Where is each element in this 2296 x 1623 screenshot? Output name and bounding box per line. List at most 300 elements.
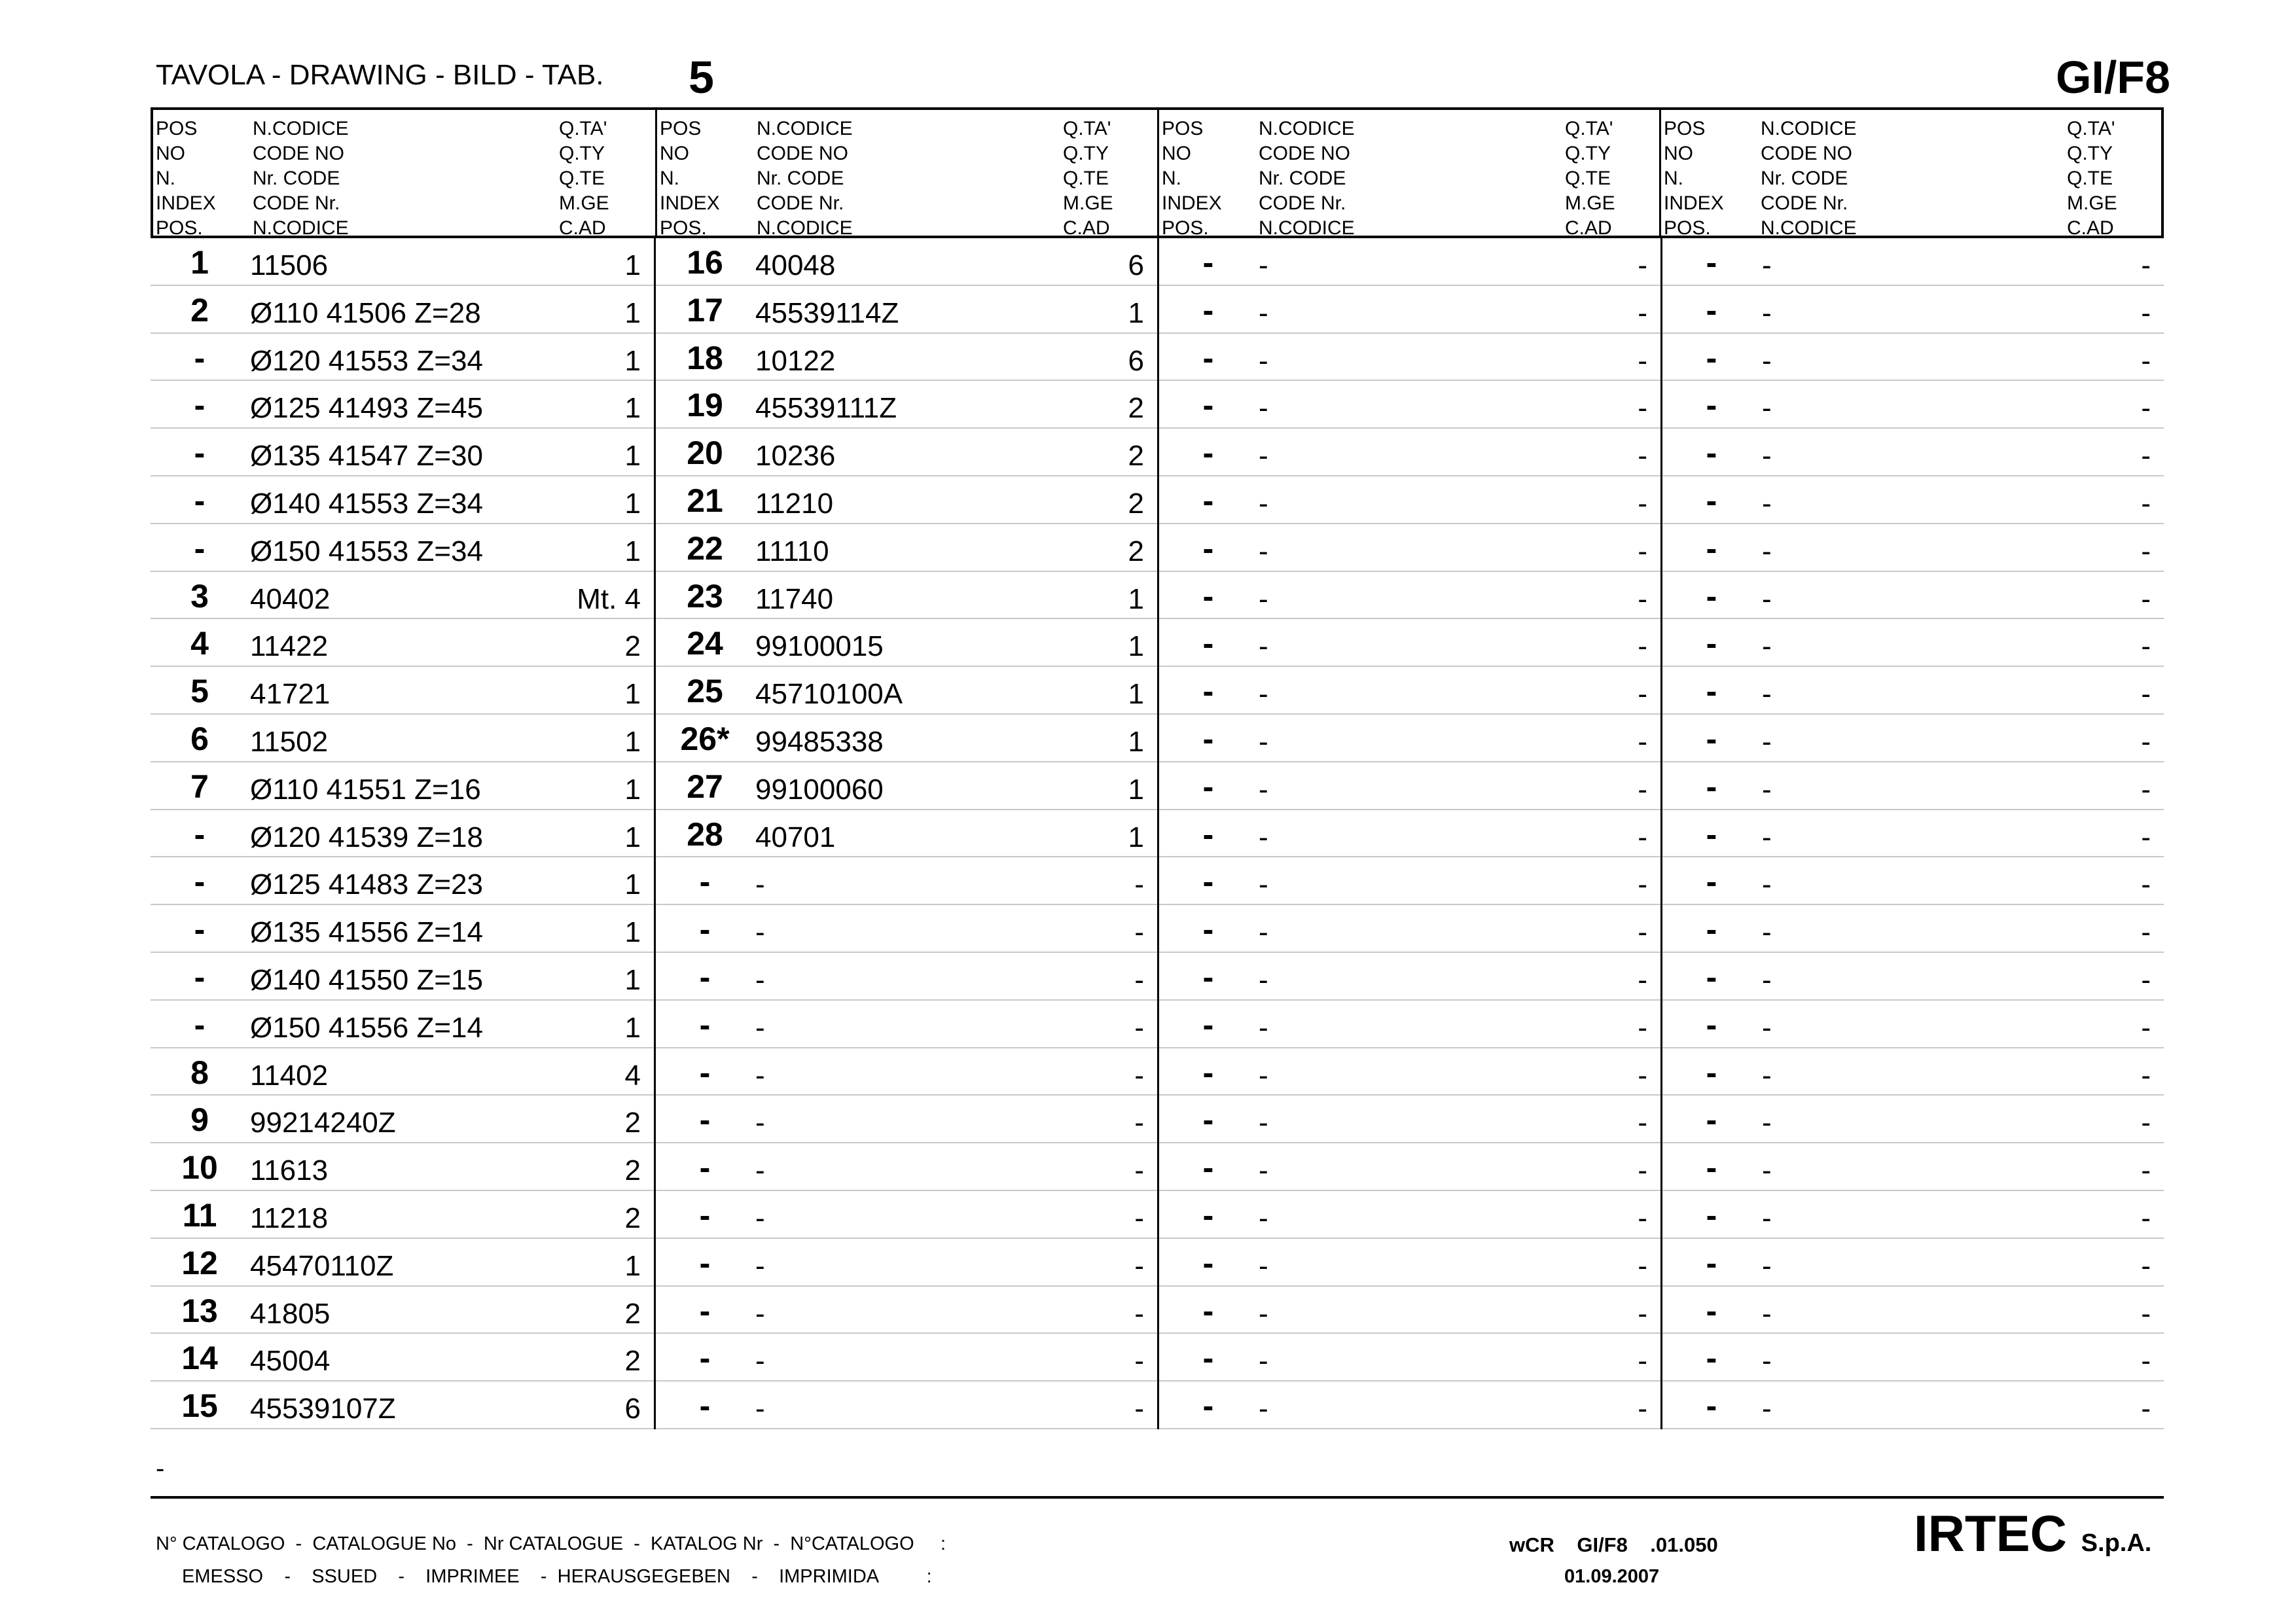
table-row [656, 762, 1157, 810]
header-label: Nr. CODE [1259, 168, 1346, 189]
table-row [656, 953, 1157, 1001]
part-code: - [755, 1345, 765, 1378]
part-code: - [1762, 725, 1772, 758]
position-number: - [1706, 815, 1717, 853]
header-block [1659, 110, 2161, 239]
header-label: Q.TA' [2067, 118, 2115, 139]
table-row [1159, 857, 1660, 905]
quantity: - [1134, 1011, 1144, 1044]
issued-label: - [263, 1566, 312, 1587]
position-number: - [194, 911, 206, 948]
position-number: 27 [687, 768, 723, 805]
table-row [1159, 667, 1660, 715]
table-row [1662, 715, 2164, 762]
table-row [1662, 476, 2164, 524]
table-row [1159, 572, 1660, 620]
table-row [656, 1191, 1157, 1239]
catalogue-label: - [762, 1533, 791, 1554]
position-number: - [194, 435, 206, 472]
position-number: - [194, 815, 206, 853]
quantity: - [1638, 1345, 1647, 1378]
table-row [151, 1143, 654, 1191]
position-number: - [1202, 1149, 1214, 1186]
table-row [656, 905, 1157, 953]
table-row [1662, 334, 2164, 382]
table-row [656, 857, 1157, 905]
footer-issued-labels [182, 1566, 932, 1588]
part-code: 11210 [755, 487, 834, 520]
part-code: - [1259, 344, 1268, 377]
issued-label: IMPRIMEE [425, 1566, 520, 1587]
quantity: 2 [624, 630, 641, 663]
quantity: - [1134, 868, 1144, 901]
header-label: POS [1664, 118, 1706, 139]
position-number: - [1706, 1006, 1717, 1043]
part-code: 40402 [250, 582, 331, 615]
quantity: 1 [624, 440, 641, 473]
quantity: - [2141, 821, 2151, 853]
position-number: - [1202, 291, 1214, 329]
table-row [1662, 286, 2164, 334]
table-row [656, 238, 1157, 286]
quantity: - [2141, 1202, 2151, 1234]
position-number: - [1202, 387, 1214, 424]
table-row [1159, 619, 1660, 667]
table-row [1159, 476, 1660, 524]
document-title: TAVOLA - DRAWING - BILD - TAB. [156, 59, 604, 91]
table-row [1159, 1143, 1660, 1191]
quantity: - [2141, 582, 2151, 615]
part-code: - [1762, 535, 1772, 567]
quantity: 2 [1128, 440, 1144, 473]
table-row [656, 286, 1157, 334]
part-code: - [1762, 1393, 1772, 1425]
table-body [151, 238, 2164, 1429]
header-label: CODE Nr. [757, 192, 844, 214]
header-label: Q.TE [1565, 168, 1611, 189]
quantity: 1 [624, 296, 641, 329]
position-number: - [1202, 815, 1214, 853]
table-row [1159, 1096, 1660, 1143]
table-row [151, 1048, 654, 1096]
header-label: Q.TY [1565, 143, 1611, 164]
header-qty-column [1565, 116, 1615, 241]
part-code: - [1259, 1393, 1268, 1425]
title-row [156, 52, 2170, 105]
table-row [1159, 334, 1660, 382]
part-code: 11218 [250, 1202, 329, 1234]
quantity: - [2141, 296, 2151, 329]
part-code: 10236 [755, 440, 836, 473]
position-number: 12 [181, 1244, 218, 1281]
position-number: - [1202, 1101, 1214, 1139]
quantity: - [2141, 1107, 2151, 1139]
part-code: - [1762, 487, 1772, 520]
position-number: - [699, 1244, 711, 1281]
position-number: - [1202, 1006, 1214, 1043]
table-row [1159, 1334, 1660, 1382]
table-row [151, 1191, 654, 1239]
header-label: NO [156, 143, 185, 164]
quantity: 2 [624, 1297, 641, 1330]
table-row [1662, 1048, 2164, 1096]
table-row [1159, 715, 1660, 762]
position-number: 8 [190, 1054, 209, 1091]
part-code: - [1762, 1011, 1772, 1044]
position-number: - [1202, 529, 1214, 567]
quantity: 1 [624, 1249, 641, 1282]
part-code: - [755, 1154, 765, 1187]
position-number: - [699, 1196, 711, 1234]
position-number: 16 [687, 244, 723, 281]
table-row [1662, 238, 2164, 286]
part-code: Ø125 41493 Z=45 [250, 392, 483, 425]
part-code: 11506 [250, 249, 329, 281]
document-code: GI/F8 [2055, 52, 2170, 103]
issue-date: 01.09.2007 [1564, 1566, 1660, 1587]
part-code: Ø150 41553 Z=34 [250, 535, 483, 567]
quantity: - [1638, 392, 1647, 425]
position-number: - [1706, 911, 1717, 948]
position-number: - [1706, 1244, 1717, 1281]
quantity: - [1638, 344, 1647, 377]
quantity: - [1638, 1249, 1647, 1282]
table-row [151, 1287, 654, 1334]
table-row [656, 1239, 1157, 1287]
position-number: 26* [680, 720, 730, 757]
quantity: - [2141, 1393, 2151, 1425]
quantity: 6 [1128, 344, 1144, 377]
position-number: - [1706, 720, 1717, 757]
part-code: - [1762, 582, 1772, 615]
quantity: - [2141, 868, 2151, 901]
header-label: POS. [1162, 217, 1209, 239]
table-row [151, 429, 654, 476]
header-block [1157, 110, 1659, 239]
part-code: - [1762, 963, 1772, 996]
header-label: M.GE [1063, 192, 1113, 214]
quantity: 2 [1128, 392, 1144, 425]
position-number: - [1202, 1244, 1214, 1281]
position-number: 25 [687, 673, 723, 710]
header-label: INDEX [1162, 192, 1222, 214]
quantity: 1 [1128, 821, 1144, 853]
part-code: - [1259, 678, 1268, 711]
table-row [1662, 381, 2164, 429]
part-code: 45710100A [755, 678, 903, 711]
part-code: 99100015 [755, 630, 884, 663]
issued-label: - [377, 1566, 426, 1587]
header-label: N.CODICE [253, 118, 349, 139]
part-code: - [1259, 868, 1268, 901]
quantity: 1 [1128, 630, 1144, 663]
header-pos-column [660, 116, 720, 241]
position-number: - [1706, 387, 1717, 424]
part-code: - [1259, 630, 1268, 663]
company-suffix: S.p.A. [2081, 1529, 2152, 1557]
table-row [656, 524, 1157, 572]
position-number: 28 [687, 815, 723, 853]
position-number: - [1202, 720, 1214, 757]
header-label: POS. [156, 217, 203, 239]
header-label: POS. [660, 217, 707, 239]
part-code: 99214240Z [250, 1107, 396, 1139]
table-row [1662, 524, 2164, 572]
position-number: - [1202, 673, 1214, 710]
header-label: INDEX [660, 192, 720, 214]
table-row [1662, 1001, 2164, 1048]
part-code: - [1762, 440, 1772, 473]
quantity: 2 [624, 1345, 641, 1378]
quantity: - [1638, 1393, 1647, 1425]
table-row [1159, 1191, 1660, 1239]
header-label: Q.TE [559, 168, 605, 189]
header-label: Q.TY [559, 143, 605, 164]
part-code: Ø110 41551 Z=16 [250, 773, 481, 806]
bottom-rule [151, 1496, 2164, 1499]
table-row [656, 1334, 1157, 1382]
quantity: 6 [624, 1393, 641, 1425]
table-row [151, 286, 654, 334]
table-row [151, 905, 654, 953]
table-row [151, 476, 654, 524]
table-row [1662, 1382, 2164, 1429]
header-label: CODE NO [757, 143, 849, 164]
header-label: CODE Nr. [253, 192, 340, 214]
header-label: Q.TY [2067, 143, 2113, 164]
quantity: - [1134, 916, 1144, 949]
part-code: Ø125 41483 Z=23 [250, 868, 483, 901]
position-number: 21 [687, 482, 723, 519]
table-row [1159, 1048, 1660, 1096]
position-number: - [1706, 1054, 1717, 1091]
quantity: - [2141, 1011, 2151, 1044]
position-number: 15 [181, 1387, 218, 1425]
position-number: - [1706, 1149, 1717, 1186]
part-code: - [1762, 1059, 1772, 1092]
part-code: Ø135 41556 Z=14 [250, 916, 483, 949]
quantity: - [2141, 916, 2151, 949]
quantity: 1 [624, 678, 641, 711]
part-code: - [755, 868, 765, 901]
position-number: - [1706, 529, 1717, 567]
part-code: - [1259, 1059, 1268, 1092]
quantity: - [2141, 630, 2151, 663]
part-code: 45539107Z [250, 1393, 396, 1425]
quantity: 2 [1128, 487, 1144, 520]
header-label: N.CODICE [757, 217, 853, 239]
table-row [151, 667, 654, 715]
quantity: 1 [624, 1011, 641, 1044]
part-code: Ø120 41539 Z=18 [250, 821, 483, 853]
table-row [151, 810, 654, 858]
part-code: - [1259, 916, 1268, 949]
quantity: 1 [624, 725, 641, 758]
part-code: - [1762, 392, 1772, 425]
position-number: - [1706, 482, 1717, 519]
part-code: 11740 [755, 582, 834, 615]
header-pos-column [1664, 116, 1724, 241]
header-label: N.CODICE [1259, 217, 1355, 239]
header-pos-column [1162, 116, 1222, 241]
position-number: - [1202, 577, 1214, 615]
position-number: - [1202, 244, 1214, 281]
position-number: 17 [687, 291, 723, 329]
catalogue-label: N° CATALOGO [156, 1533, 285, 1554]
parts-column-block [151, 238, 654, 1429]
position-number: 11 [182, 1196, 217, 1234]
part-code: - [1259, 535, 1268, 567]
header-label: NO [660, 143, 689, 164]
table-row [1662, 1143, 2164, 1191]
quantity: 1 [1128, 296, 1144, 329]
part-code: 45539111Z [755, 392, 897, 425]
position-number: 20 [687, 435, 723, 472]
part-code: - [1259, 963, 1268, 996]
table-row [1662, 810, 2164, 858]
position-number: - [699, 911, 711, 948]
position-number: - [1202, 1196, 1214, 1234]
quantity: - [1638, 916, 1647, 949]
quantity: 1 [624, 249, 641, 281]
table-row [151, 524, 654, 572]
header-label: Q.TY [1063, 143, 1109, 164]
parts-column-block [1660, 238, 2164, 1429]
position-number: - [1202, 1292, 1214, 1329]
quantity: 4 [624, 1059, 641, 1092]
table-row [656, 381, 1157, 429]
part-code: - [1259, 296, 1268, 329]
quantity: 1 [1128, 582, 1144, 615]
issued-label: IMPRIMIDA [779, 1566, 880, 1587]
part-code: - [1762, 868, 1772, 901]
quantity: 2 [624, 1107, 641, 1139]
part-code: - [1259, 249, 1268, 281]
table-row [151, 1382, 654, 1429]
table-row [151, 572, 654, 620]
quantity: - [1134, 1202, 1144, 1234]
position-number: 13 [181, 1292, 218, 1329]
header-label: POS [156, 118, 198, 139]
part-code: - [1762, 821, 1772, 853]
part-code: Ø140 41553 Z=34 [250, 487, 483, 520]
parts-column-block [654, 238, 1157, 1429]
table-row [1662, 1191, 2164, 1239]
table-number: 5 [689, 52, 714, 103]
issued-label: EMESSO [182, 1566, 264, 1587]
quantity: - [1134, 1154, 1144, 1187]
quantity: - [1638, 678, 1647, 711]
table-row [151, 1001, 654, 1048]
quantity: - [1638, 249, 1647, 281]
header-qty-column [2067, 116, 2117, 241]
quantity: 1 [624, 916, 641, 949]
position-number: - [1706, 435, 1717, 472]
table-row [656, 1287, 1157, 1334]
part-code: - [1762, 1107, 1772, 1139]
parts-column-block [1157, 238, 1660, 1429]
header-label: M.GE [1565, 192, 1615, 214]
table-row [151, 381, 654, 429]
catalogue-label: - [456, 1533, 484, 1554]
part-code: - [1259, 440, 1268, 473]
table-row [151, 238, 654, 286]
quantity: - [2141, 392, 2151, 425]
header-label: Q.TA' [1063, 118, 1111, 139]
part-code: - [1259, 1107, 1268, 1139]
table-row [1159, 905, 1660, 953]
part-code: - [1259, 725, 1268, 758]
quantity: - [2141, 1059, 2151, 1092]
issued-label: - [519, 1566, 558, 1587]
part-code: Ø110 41506 Z=28 [250, 296, 481, 329]
position-number: 6 [190, 720, 209, 757]
part-code: - [755, 1059, 765, 1092]
header-block [655, 110, 1157, 239]
table-row [656, 715, 1157, 762]
quantity: 1 [1128, 773, 1144, 806]
table-row [151, 334, 654, 382]
table-row [1662, 762, 2164, 810]
quantity: 1 [1128, 725, 1144, 758]
position-number: 10 [181, 1149, 218, 1186]
table-row [151, 857, 654, 905]
catalogue-label: KATALOG Nr [651, 1533, 763, 1554]
quantity: - [1638, 296, 1647, 329]
position-number: 7 [190, 768, 209, 805]
position-number: 23 [687, 577, 723, 615]
quantity: - [2141, 1297, 2151, 1330]
position-number: - [1706, 958, 1717, 995]
table-row [1662, 619, 2164, 667]
part-code: - [1762, 916, 1772, 949]
issued-label: SSUED [312, 1566, 378, 1587]
quantity: - [2141, 725, 2151, 758]
part-code: 45539114Z [755, 296, 899, 329]
quantity: - [1638, 725, 1647, 758]
position-number: - [1202, 863, 1214, 901]
quantity: - [2141, 249, 2151, 281]
table-row [151, 1334, 654, 1382]
table-row [1159, 810, 1660, 858]
header-code-column [1761, 116, 1857, 241]
table-row [656, 334, 1157, 382]
table-row [656, 1048, 1157, 1096]
part-code: 10122 [755, 344, 836, 377]
quantity: - [1638, 535, 1647, 567]
header-label: N. [660, 168, 679, 189]
quantity: - [1638, 582, 1647, 615]
part-code: - [1259, 487, 1268, 520]
position-number: 2 [190, 291, 209, 329]
part-code: - [1762, 678, 1772, 711]
position-number: 4 [190, 625, 209, 662]
position-number: - [194, 339, 206, 376]
quantity: 1 [624, 392, 641, 425]
quantity: 6 [1128, 249, 1144, 281]
part-code: Ø140 41550 Z=15 [250, 963, 483, 996]
quantity: 1 [624, 868, 641, 901]
table-row [151, 1096, 654, 1143]
header-label: NO [1664, 143, 1693, 164]
quantity: - [1638, 1154, 1647, 1187]
table-row [1159, 953, 1660, 1001]
position-number: 24 [687, 625, 723, 662]
position-number: - [699, 1340, 711, 1377]
quantity: - [1638, 1059, 1647, 1092]
position-number: - [1706, 1340, 1717, 1377]
part-code: 11502 [250, 725, 329, 758]
